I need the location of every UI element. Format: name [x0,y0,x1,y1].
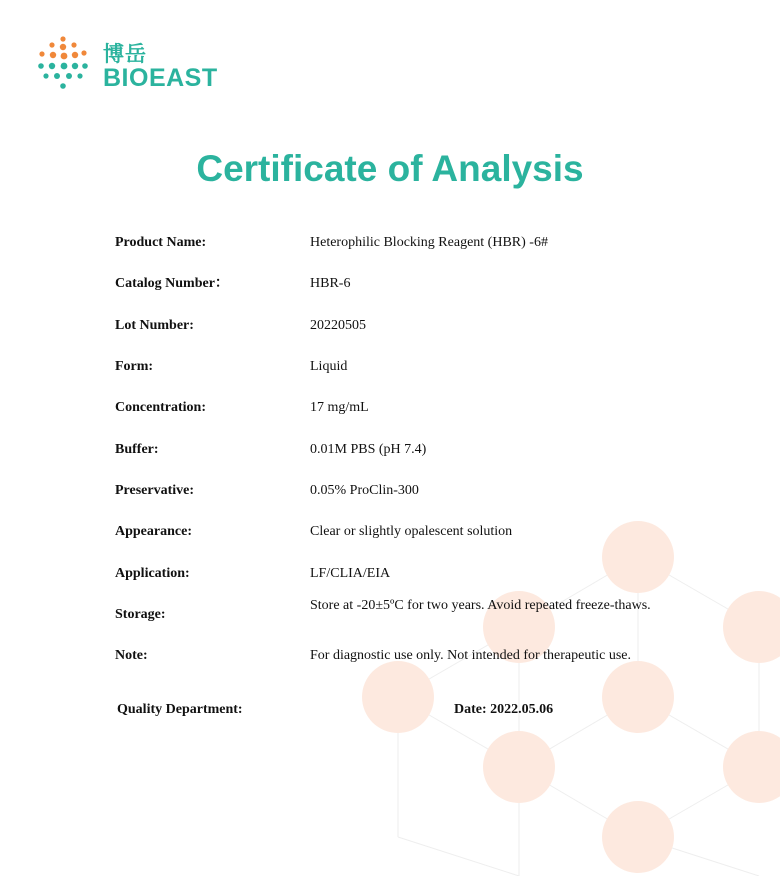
bioeast-dot-logo-icon [36,36,92,92]
certificate-date: Date: 2022.05.06 [454,702,554,717]
field-label: Lot Number: [115,318,194,333]
logo-english-name: BIOEAST [103,64,218,92]
logo-chinese-name: 博岳 [103,42,147,66]
document-title: Certificate of Analysis [196,148,584,189]
field-value: LF/CLIA/EIA [310,566,391,581]
field-value: For diagnostic use only. Not intended for therapeutic use. [310,648,632,663]
field-value: 17 mg/mL [310,400,369,415]
field-value: Liquid [310,359,348,374]
field-label: Application: [115,566,190,581]
field-label: Preservative: [115,483,195,498]
field-label: Storage: [115,607,166,622]
field-value: 0.05% ProClin-300 [310,483,419,498]
field-label: Buffer: [115,442,159,457]
quality-department-signature-label: Quality Department: [117,702,243,717]
field-value: 20220505 [310,318,366,333]
field-value: 0.01M PBS (pH 7.4) [310,442,427,457]
field-value: Clear or slightly opalescent solution [310,524,513,539]
field-label: Product Name: [115,235,207,250]
field-label: Appearance: [115,524,192,539]
field-value: Heterophilic Blocking Reagent (HBR) -6# [310,235,548,250]
field-value: HBR-6 [310,276,351,291]
field-value: Store at -20±5ºC for two years. Avoid repeated freeze-thaws. [310,598,651,613]
field-label: Form: [115,359,154,374]
field-label: Note: [115,648,148,663]
field-label: Catalog Number： [115,276,229,291]
field-label: Concentration: [115,400,206,415]
